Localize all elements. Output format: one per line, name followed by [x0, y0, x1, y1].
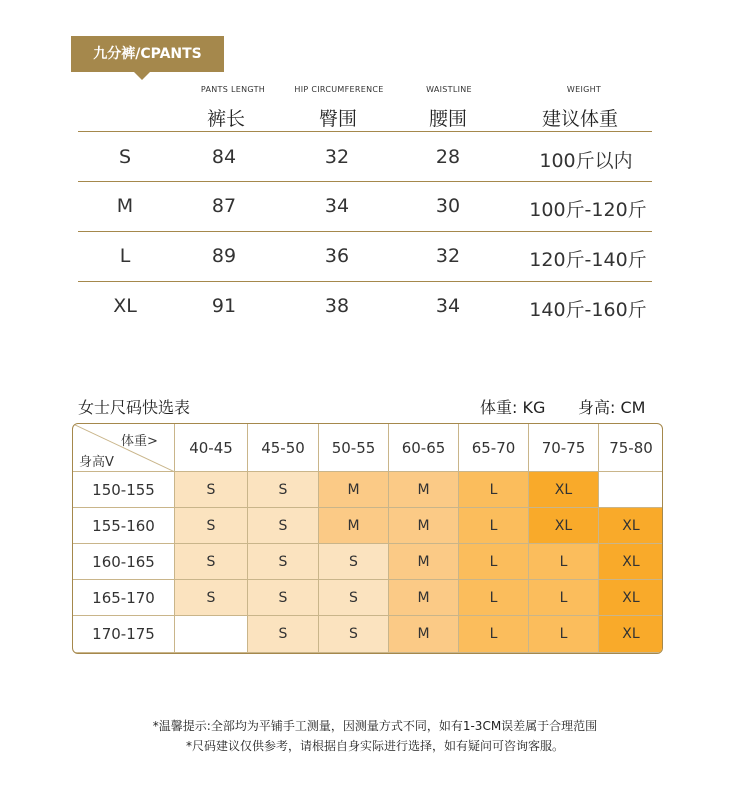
- size-cell: S: [175, 508, 248, 544]
- pants-length-value: 91: [211, 295, 237, 317]
- weight-column-header: 40-45: [175, 424, 248, 472]
- size-cell: S: [248, 508, 319, 544]
- waist-value: 32: [435, 245, 461, 267]
- corner-weight-label: 体重>: [121, 434, 158, 449]
- size-cell: M: [389, 544, 459, 580]
- weight-column-header: 50-55: [319, 424, 389, 472]
- height-unit-label: 身高: CM: [578, 398, 646, 417]
- table-rule: [78, 181, 652, 182]
- waist-value: 28: [435, 146, 461, 168]
- size-cell: L: [529, 616, 599, 653]
- weight-column-header: 45-50: [248, 424, 319, 472]
- size-cell: L: [459, 508, 529, 544]
- size-cell: XL: [599, 580, 663, 616]
- size-cell: L: [529, 580, 599, 616]
- size-cell: L: [529, 544, 599, 580]
- height-row-header: 150-155: [73, 472, 175, 508]
- header-weight-en: WEIGHT: [566, 85, 602, 94]
- size-cell: M: [389, 508, 459, 544]
- waist-value: 30: [435, 195, 461, 217]
- size-cell: M: [319, 472, 389, 508]
- header-pants-length-en: PANTS LENGTH: [200, 85, 266, 94]
- size-cell: S: [319, 580, 389, 616]
- quick-table-title: 女士尺码快选表: [78, 398, 191, 417]
- header-pants-length-cn: 裤长: [206, 108, 245, 130]
- size-cell: XL: [599, 544, 663, 580]
- size-cell: XL: [529, 472, 599, 508]
- header-waist-cn: 腰围: [428, 108, 467, 130]
- corner-cell: [73, 424, 175, 472]
- size-cell: L: [459, 616, 529, 653]
- section-tag: 九分裤/CPANTS: [71, 36, 224, 72]
- header-hip-cn: 臀围: [318, 108, 357, 130]
- size-cell: M: [389, 616, 459, 653]
- size-cell: S: [248, 544, 319, 580]
- size-cell: S: [248, 616, 319, 653]
- weight-value: 100斤以内: [539, 150, 633, 172]
- pants-length-value: 89: [211, 245, 237, 267]
- size-cell: L: [459, 580, 529, 616]
- weight-column-header: 70-75: [529, 424, 599, 472]
- weight-value: 120斤-140斤: [529, 249, 647, 271]
- size-cell: S: [319, 616, 389, 653]
- hip-value: 38: [324, 295, 350, 317]
- weight-value: 140斤-160斤: [529, 299, 647, 321]
- size-cell: [175, 616, 248, 653]
- size-cell: XL: [529, 508, 599, 544]
- size-cell: S: [175, 472, 248, 508]
- weight-value: 100斤-120斤: [529, 199, 647, 221]
- waist-value: 34: [435, 295, 461, 317]
- size-cell: M: [389, 472, 459, 508]
- pants-length-value: 84: [211, 146, 237, 168]
- table-rule: [78, 231, 652, 232]
- hip-value: 32: [324, 146, 350, 168]
- header-waist-en: WAISTLINE: [426, 85, 472, 94]
- tag-pointer: [134, 72, 150, 80]
- pants-length-value: 87: [211, 195, 237, 217]
- size-cell: S: [319, 544, 389, 580]
- height-row-header: 170-175: [73, 616, 175, 653]
- height-row-header: 160-165: [73, 544, 175, 580]
- size-cell: S: [248, 472, 319, 508]
- size-advice-note: *尺码建议仅供参考，请根据自身实际进行选择，如有疑问可咨询客服。: [185, 739, 564, 753]
- size-quick-select-grid: [72, 423, 663, 654]
- size-cell: M: [389, 580, 459, 616]
- table-rule: [78, 131, 652, 132]
- hip-value: 34: [324, 195, 350, 217]
- hip-value: 36: [324, 245, 350, 267]
- size-cell: S: [175, 544, 248, 580]
- size-cell: S: [175, 580, 248, 616]
- size-cell: XL: [599, 616, 663, 653]
- size-cell: XL: [599, 508, 663, 544]
- weight-unit-label: 体重: KG: [480, 398, 546, 417]
- table-rule: [78, 281, 652, 282]
- height-row-header: 155-160: [73, 508, 175, 544]
- size-label: M: [116, 195, 134, 217]
- measurement-note: *温馨提示:全部均为平铺手工测量，因测量方式不同，如有1-3CM误差属于合理范围: [152, 719, 598, 733]
- size-cell: S: [248, 580, 319, 616]
- header-weight-cn: 建议体重: [541, 108, 618, 130]
- size-label: S: [118, 146, 132, 168]
- size-cell: L: [459, 472, 529, 508]
- height-row-header: 165-170: [73, 580, 175, 616]
- size-label: XL: [113, 295, 137, 317]
- weight-column-header: 65-70: [459, 424, 529, 472]
- size-label: L: [119, 245, 131, 267]
- size-cell: L: [459, 544, 529, 580]
- corner-height-label: 身高V: [79, 455, 114, 470]
- header-hip-en: HIP CIRCUMFERENCE: [294, 85, 384, 94]
- weight-column-header: 60-65: [389, 424, 459, 472]
- size-cell: M: [319, 508, 389, 544]
- weight-column-header: 75-80: [599, 424, 663, 472]
- size-cell: [599, 472, 663, 508]
